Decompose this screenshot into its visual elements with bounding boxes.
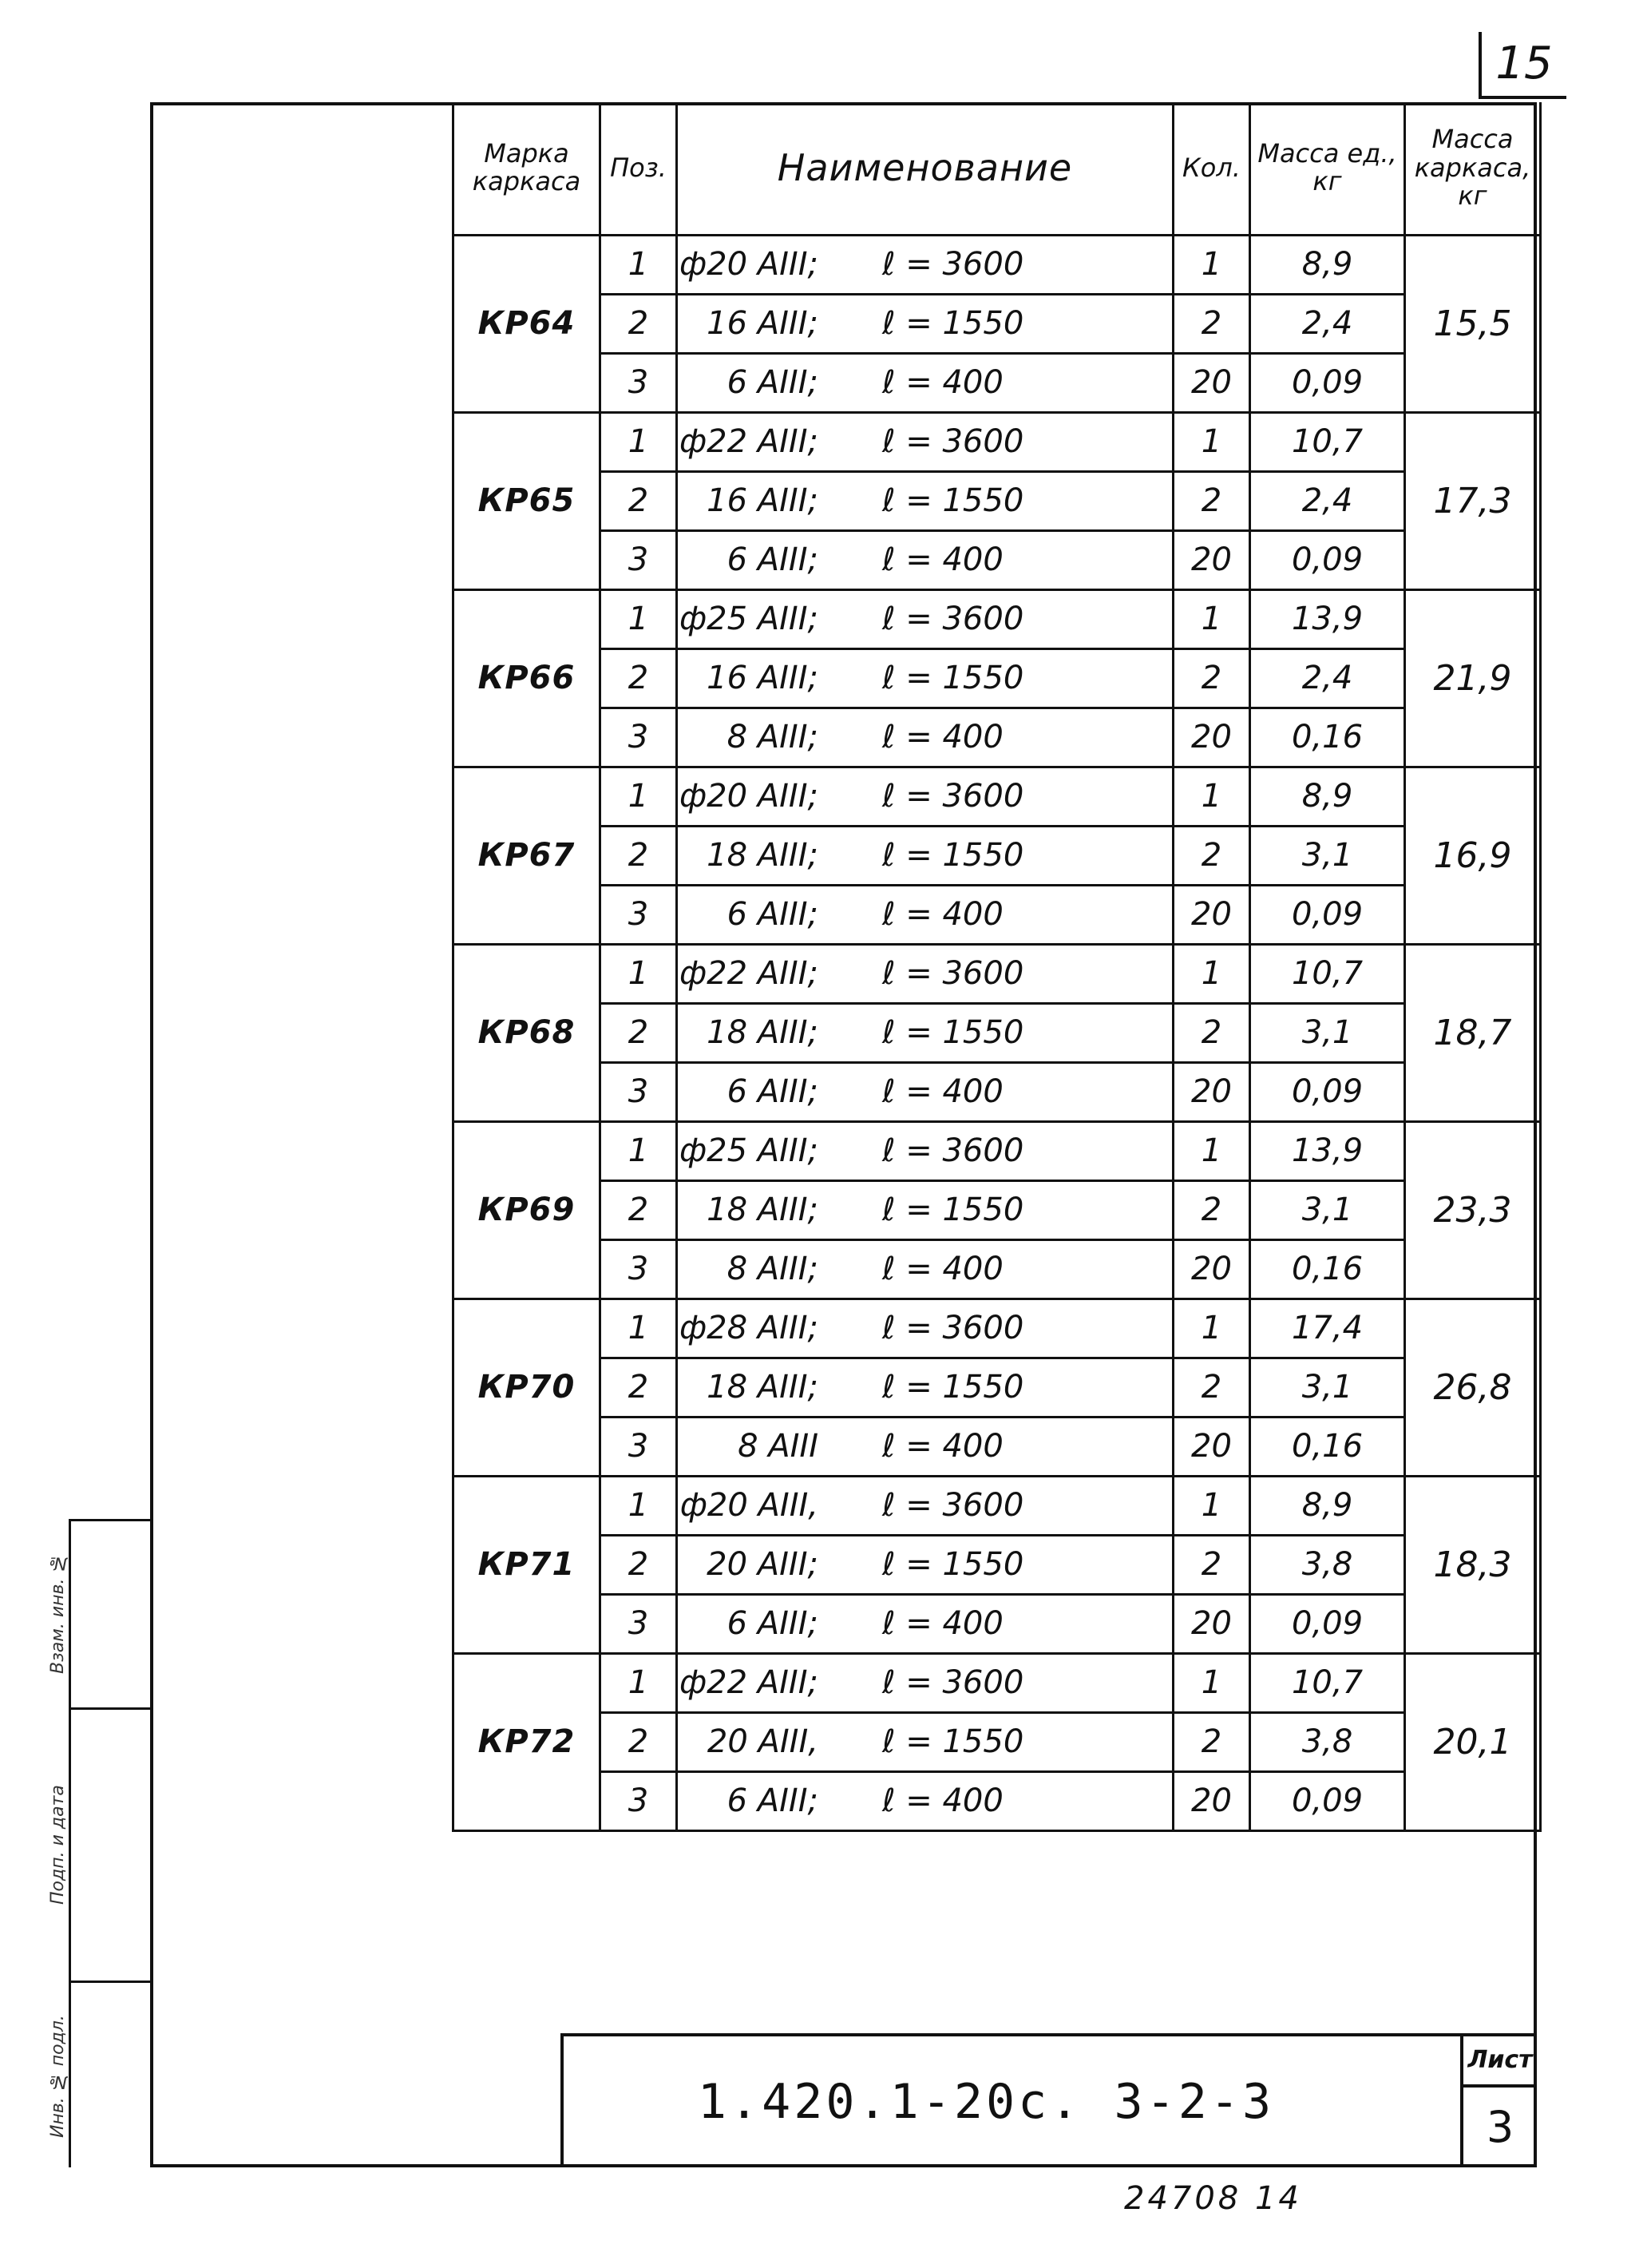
- name-cell: [677, 235, 1174, 294]
- table-row: [453, 1653, 1541, 1712]
- bar-length: ℓ = 400: [882, 1782, 1004, 1819]
- name-cell: [677, 1476, 1174, 1535]
- bar-length: ℓ = 1550: [882, 1014, 1024, 1051]
- position-cell: 3: [600, 1062, 677, 1121]
- table-row: [453, 648, 1541, 708]
- bar-spec: 20 АIII,: [707, 1723, 818, 1760]
- frame-mark: КР67: [453, 767, 600, 944]
- frame-mass-total: 15,5: [1405, 235, 1541, 412]
- quantity-cell: 1: [1174, 1476, 1250, 1535]
- frame-mark: КР71: [453, 1476, 600, 1653]
- frame-mass-total: 26,8: [1405, 1299, 1541, 1476]
- unit-mass-cell: 0,09: [1250, 353, 1405, 412]
- quantity-cell: 2: [1174, 648, 1250, 708]
- name-cell: [677, 294, 1174, 353]
- bar-spec: ф20 АIII;: [679, 246, 818, 283]
- bar-spec: ф28 АIII;: [679, 1310, 818, 1346]
- position-cell: 3: [600, 1771, 677, 1830]
- bar-length: ℓ = 1550: [882, 1546, 1024, 1583]
- frame-mark: КР72: [453, 1653, 600, 1830]
- position-cell: 2: [600, 294, 677, 353]
- position-cell: 2: [600, 1180, 677, 1239]
- table-row: [453, 708, 1541, 767]
- bar-spec: 20 АIII;: [707, 1546, 818, 1583]
- bar-length: ℓ = 1550: [882, 1369, 1024, 1406]
- sheet-cell: [1460, 2036, 1537, 2167]
- name-cell: [677, 1299, 1174, 1358]
- table-row: [453, 1594, 1541, 1653]
- position-cell: 1: [600, 412, 677, 471]
- unit-mass-cell: 10,7: [1250, 1653, 1405, 1712]
- bar-spec: ф22 АIII;: [679, 1664, 818, 1701]
- strip-divider: [69, 1519, 153, 1521]
- position-cell: 2: [600, 471, 677, 530]
- bar-spec: 18 АIII;: [707, 1369, 818, 1406]
- position-cell: 3: [600, 708, 677, 767]
- frame-mass-total: 23,3: [1405, 1121, 1541, 1299]
- position-cell: 3: [600, 353, 677, 412]
- name-cell: [677, 1535, 1174, 1594]
- corner-page-number: 15: [1479, 32, 1566, 99]
- name-cell: [677, 767, 1174, 826]
- bar-length: ℓ = 3600: [882, 1664, 1024, 1701]
- strip-label: Подп. и дата: [48, 1785, 68, 1905]
- bar-length: ℓ = 1550: [882, 660, 1024, 696]
- quantity-cell: 1: [1174, 944, 1250, 1003]
- bar-spec: ф22 АIII;: [679, 955, 818, 992]
- position-cell: 3: [600, 885, 677, 944]
- unit-mass-cell: 10,7: [1250, 412, 1405, 471]
- quantity-cell: 20: [1174, 885, 1250, 944]
- bar-length: ℓ = 3600: [882, 423, 1024, 460]
- position-cell: 2: [600, 1712, 677, 1771]
- unit-mass-cell: 13,9: [1250, 589, 1405, 648]
- quantity-cell: 2: [1174, 1180, 1250, 1239]
- name-cell: [677, 1712, 1174, 1771]
- unit-mass-cell: 3,1: [1250, 1358, 1405, 1417]
- header-frame-mass: Масса каркаса, кг: [1405, 102, 1541, 235]
- bar-length: ℓ = 400: [882, 1251, 1004, 1287]
- bar-length: ℓ = 3600: [882, 1487, 1024, 1524]
- position-cell: 1: [600, 1121, 677, 1180]
- table-row: [453, 944, 1541, 1003]
- frame-mass-total: 18,3: [1405, 1476, 1541, 1653]
- title-block: [560, 2033, 1537, 2167]
- bar-length: ℓ = 400: [882, 719, 1004, 755]
- position-cell: 3: [600, 1239, 677, 1299]
- bar-spec: 16 АIII;: [707, 482, 818, 519]
- unit-mass-cell: 3,8: [1250, 1535, 1405, 1594]
- position-cell: 2: [600, 1358, 677, 1417]
- unit-mass-cell: 0,09: [1250, 885, 1405, 944]
- table-row: [453, 294, 1541, 353]
- bar-spec: 18 АIII;: [707, 1014, 818, 1051]
- bar-length: ℓ = 400: [882, 364, 1004, 401]
- name-cell: [677, 412, 1174, 471]
- position-cell: 1: [600, 589, 677, 648]
- specification-table: [452, 102, 1542, 1832]
- bar-length: ℓ = 400: [882, 1428, 1004, 1465]
- name-cell: [677, 589, 1174, 648]
- position-cell: 1: [600, 1653, 677, 1712]
- bar-length: ℓ = 3600: [882, 1310, 1024, 1346]
- bar-spec: 6 АIII;: [727, 541, 818, 578]
- name-cell: [677, 1003, 1174, 1062]
- bar-spec: 8 АIII;: [727, 719, 818, 755]
- table-row: [453, 1003, 1541, 1062]
- unit-mass-cell: 17,4: [1250, 1299, 1405, 1358]
- bar-length: ℓ = 400: [882, 896, 1004, 933]
- frame-mark: КР69: [453, 1121, 600, 1299]
- name-cell: [677, 1771, 1174, 1830]
- unit-mass-cell: 3,1: [1250, 1003, 1405, 1062]
- frame-mark: КР68: [453, 944, 600, 1121]
- name-cell: [677, 353, 1174, 412]
- footer-inventory-number: 24708 14: [1124, 2180, 1302, 2217]
- quantity-cell: 2: [1174, 1003, 1250, 1062]
- frame-mass-total: 17,3: [1405, 412, 1541, 589]
- header-name: Наименование: [677, 102, 1174, 235]
- unit-mass-cell: 2,4: [1250, 648, 1405, 708]
- strip-label: Инв. № подл.: [48, 2015, 68, 2138]
- side-stamp-strip: [69, 1519, 153, 2167]
- header-pos: Поз.: [600, 102, 677, 235]
- quantity-cell: 20: [1174, 1771, 1250, 1830]
- name-cell: [677, 826, 1174, 885]
- position-cell: 1: [600, 235, 677, 294]
- quantity-cell: 2: [1174, 1712, 1250, 1771]
- position-cell: 3: [600, 1417, 677, 1476]
- header-qty: Кол.: [1174, 102, 1250, 235]
- table-row: [453, 885, 1541, 944]
- frame-mass-total: 16,9: [1405, 767, 1541, 944]
- table-row: [453, 1476, 1541, 1535]
- unit-mass-cell: 13,9: [1250, 1121, 1405, 1180]
- table-row: [453, 1299, 1541, 1358]
- position-cell: 1: [600, 1299, 677, 1358]
- bar-length: ℓ = 1550: [882, 305, 1024, 342]
- unit-mass-cell: 10,7: [1250, 944, 1405, 1003]
- bar-spec: ф22 АIII;: [679, 423, 818, 460]
- unit-mass-cell: 0,09: [1250, 1771, 1405, 1830]
- name-cell: [677, 944, 1174, 1003]
- bar-spec: ф25 АIII;: [679, 1132, 818, 1169]
- table-row: [453, 1062, 1541, 1121]
- bar-length: ℓ = 3600: [882, 246, 1024, 283]
- name-cell: [677, 530, 1174, 589]
- quantity-cell: 1: [1174, 589, 1250, 648]
- position-cell: 2: [600, 826, 677, 885]
- unit-mass-cell: 8,9: [1250, 235, 1405, 294]
- quantity-cell: 2: [1174, 1535, 1250, 1594]
- unit-mass-cell: 3,8: [1250, 1712, 1405, 1771]
- bar-length: ℓ = 400: [882, 541, 1004, 578]
- position-cell: 3: [600, 530, 677, 589]
- quantity-cell: 1: [1174, 235, 1250, 294]
- unit-mass-cell: 8,9: [1250, 767, 1405, 826]
- position-cell: 1: [600, 767, 677, 826]
- table-row: [453, 353, 1541, 412]
- bar-spec: ф25 АIII;: [679, 601, 818, 637]
- bar-spec: ф20 АIII;: [679, 778, 818, 815]
- table-row: [453, 1417, 1541, 1476]
- quantity-cell: 20: [1174, 353, 1250, 412]
- bar-length: ℓ = 1550: [882, 482, 1024, 519]
- name-cell: [677, 648, 1174, 708]
- quantity-cell: 2: [1174, 294, 1250, 353]
- table-row: [453, 471, 1541, 530]
- table-row: [453, 1239, 1541, 1299]
- unit-mass-cell: 0,09: [1250, 1594, 1405, 1653]
- position-cell: 3: [600, 1594, 677, 1653]
- name-cell: [677, 708, 1174, 767]
- bar-spec: 18 АIII;: [707, 1191, 818, 1228]
- bar-spec: 18 АIII;: [707, 837, 818, 874]
- bar-spec: 6 АIII;: [727, 1782, 818, 1819]
- bar-length: ℓ = 3600: [882, 778, 1024, 815]
- table-row: [453, 412, 1541, 471]
- header-mark: Марка каркаса: [453, 102, 600, 235]
- name-cell: [677, 1121, 1174, 1180]
- bar-length: ℓ = 400: [882, 1605, 1004, 1642]
- quantity-cell: 20: [1174, 1062, 1250, 1121]
- bar-length: ℓ = 1550: [882, 1191, 1024, 1228]
- quantity-cell: 20: [1174, 1594, 1250, 1653]
- table-row: [453, 1712, 1541, 1771]
- frame-mark: КР64: [453, 235, 600, 412]
- frame-mark: КР65: [453, 412, 600, 589]
- quantity-cell: 1: [1174, 1121, 1250, 1180]
- table-row: [453, 1180, 1541, 1239]
- bar-spec: 6 АIII;: [727, 1605, 818, 1642]
- position-cell: 2: [600, 1003, 677, 1062]
- position-cell: 2: [600, 1535, 677, 1594]
- quantity-cell: 2: [1174, 471, 1250, 530]
- quantity-cell: 20: [1174, 708, 1250, 767]
- frame-mark: КР66: [453, 589, 600, 767]
- unit-mass-cell: 0,16: [1250, 1417, 1405, 1476]
- header-unit-mass: Масса ед., кг: [1250, 102, 1405, 235]
- quantity-cell: 1: [1174, 767, 1250, 826]
- bar-length: ℓ = 1550: [882, 837, 1024, 874]
- bar-spec: 6 АIII;: [727, 896, 818, 933]
- document-code: 1.420.1-20с. 3-2-3: [697, 2074, 1275, 2130]
- unit-mass-cell: 3,1: [1250, 826, 1405, 885]
- position-cell: 2: [600, 648, 677, 708]
- table-row: [453, 767, 1541, 826]
- unit-mass-cell: 0,16: [1250, 708, 1405, 767]
- quantity-cell: 20: [1174, 1239, 1250, 1299]
- name-cell: [677, 1062, 1174, 1121]
- bar-spec: 16 АIII;: [707, 660, 818, 696]
- table-row: [453, 530, 1541, 589]
- position-cell: 1: [600, 1476, 677, 1535]
- sheet-label: Лист: [1463, 2036, 1537, 2088]
- unit-mass-cell: 3,1: [1250, 1180, 1405, 1239]
- table-body: [453, 235, 1541, 1830]
- name-cell: [677, 1358, 1174, 1417]
- frame-mark: КР70: [453, 1299, 600, 1476]
- unit-mass-cell: 0,09: [1250, 1062, 1405, 1121]
- name-cell: [677, 1653, 1174, 1712]
- table-row: [453, 1358, 1541, 1417]
- sheet-number: 3: [1486, 2102, 1514, 2152]
- frame-mass-total: 21,9: [1405, 589, 1541, 767]
- unit-mass-cell: 2,4: [1250, 294, 1405, 353]
- bar-length: ℓ = 3600: [882, 601, 1024, 637]
- frame-mass-total: 20,1: [1405, 1653, 1541, 1830]
- bar-spec: 8 АIII: [738, 1428, 818, 1465]
- bar-spec: 6 АIII;: [727, 1073, 818, 1110]
- bar-length: ℓ = 3600: [882, 955, 1024, 992]
- bar-spec: 8 АIII;: [727, 1251, 818, 1287]
- table-row: [453, 1535, 1541, 1594]
- name-cell: [677, 1594, 1174, 1653]
- table-row: [453, 235, 1541, 294]
- name-cell: [677, 1180, 1174, 1239]
- quantity-cell: 1: [1174, 412, 1250, 471]
- frame-mass-total: 18,7: [1405, 944, 1541, 1121]
- table-row: [453, 1771, 1541, 1830]
- quantity-cell: 1: [1174, 1653, 1250, 1712]
- bar-spec: 6 АIII;: [727, 364, 818, 401]
- strip-label: Взам. инв. №: [48, 1552, 68, 1674]
- bar-length: ℓ = 1550: [882, 1723, 1024, 1760]
- bar-spec: 16 АIII;: [707, 305, 818, 342]
- name-cell: [677, 1239, 1174, 1299]
- table-header-row: [453, 102, 1541, 235]
- name-cell: [677, 471, 1174, 530]
- bar-spec: ф20 АIII,: [679, 1487, 818, 1524]
- table-row: [453, 589, 1541, 648]
- unit-mass-cell: 0,16: [1250, 1239, 1405, 1299]
- quantity-cell: 2: [1174, 826, 1250, 885]
- unit-mass-cell: 0,09: [1250, 530, 1405, 589]
- bar-length: ℓ = 400: [882, 1073, 1004, 1110]
- quantity-cell: 1: [1174, 1299, 1250, 1358]
- name-cell: [677, 885, 1174, 944]
- quantity-cell: 20: [1174, 530, 1250, 589]
- bar-length: ℓ = 3600: [882, 1132, 1024, 1169]
- quantity-cell: 2: [1174, 1358, 1250, 1417]
- name-cell: [677, 1417, 1174, 1476]
- unit-mass-cell: 2,4: [1250, 471, 1405, 530]
- position-cell: 1: [600, 944, 677, 1003]
- quantity-cell: 20: [1174, 1417, 1250, 1476]
- table-row: [453, 826, 1541, 885]
- strip-divider: [69, 1707, 153, 1710]
- table-row: [453, 1121, 1541, 1180]
- unit-mass-cell: 8,9: [1250, 1476, 1405, 1535]
- strip-divider: [69, 1981, 153, 1983]
